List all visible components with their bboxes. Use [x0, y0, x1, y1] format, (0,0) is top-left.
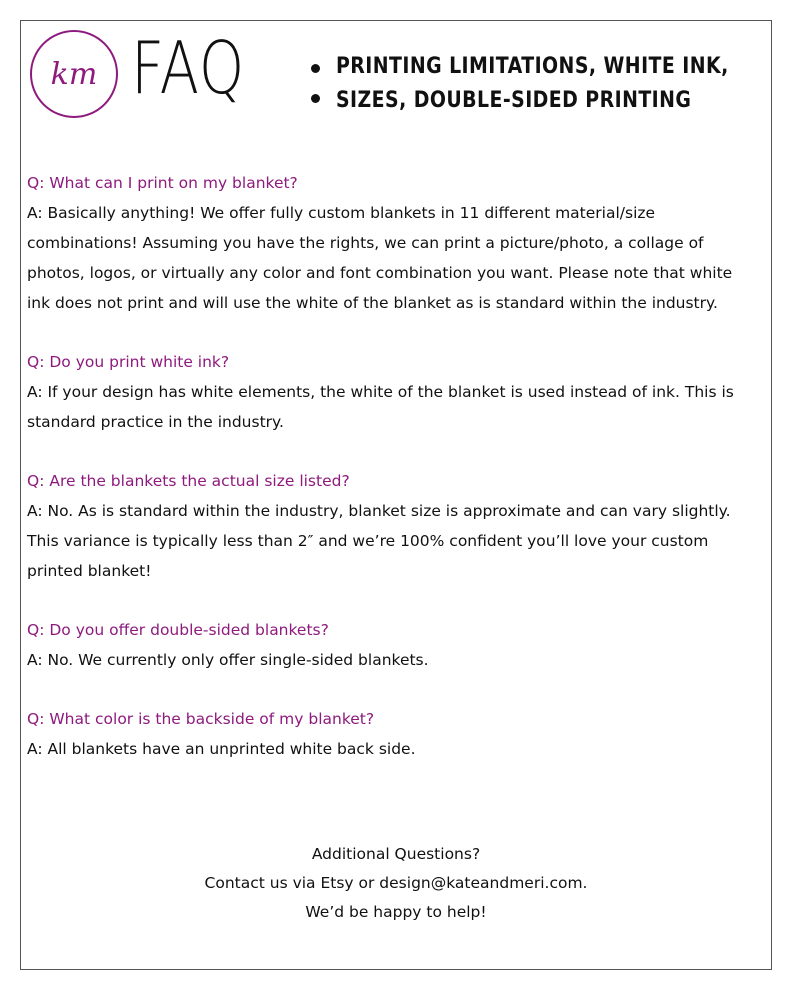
faq-answer: A: No. We currently only offer single-sided blankets. — [27, 651, 429, 669]
subtitle-line-2: SIZES, DOUBLE-SIDED PRINTING — [336, 88, 692, 113]
logo-text: km — [50, 57, 98, 92]
faq-question: Q: What can I print on my blanket? — [27, 174, 298, 192]
subtitle-line-1: PRINTING LIMITATIONS, WHITE INK, — [336, 54, 729, 79]
contact-section — [20, 840, 772, 927]
contact-heading: Additional Questions? — [311, 845, 481, 863]
faq-answer: A: All blankets have an unprinted white back side. — [27, 740, 416, 758]
faq-question: Q: Do you print white ink? — [27, 353, 230, 371]
faq-header — [28, 28, 728, 148]
faq-question: Q: What color is the backside of my blanket? — [27, 710, 375, 728]
title-colon — [311, 58, 321, 118]
faq-item — [27, 704, 747, 764]
faq-question: Q: Are the blankets the actual size listed? — [27, 472, 350, 490]
faq-question: Q: Do you offer double-sided blankets? — [27, 621, 329, 639]
faq-answer: A: If your design has white elements, the white of the blanket is used instead of ink. This is standard practice in the industry. — [27, 383, 734, 431]
faq-answer: A: Basically anything! We offer fully custom blankets in 11 different material/size combinations! Assuming you have the rights, we can print a picture/photo, a collage of photos, logos, or virtually any color and font combination you want. Please note that white ink does not print and will use the white of the blanket as is standard within the industry. — [27, 204, 733, 312]
faq-item — [27, 466, 747, 586]
page-subtitle — [336, 50, 729, 118]
contact-closing: We’d be happy to help! — [305, 903, 487, 921]
faq-list — [27, 168, 747, 793]
contact-details: Contact us via Etsy or design@kateandmeri.com. — [204, 874, 588, 892]
faq-item — [27, 168, 747, 318]
km-logo-icon — [28, 28, 120, 120]
page-title: FAQ — [131, 26, 245, 110]
faq-item — [27, 615, 747, 675]
faq-item — [27, 347, 747, 437]
faq-answer: A: No. As is standard within the industry, blanket size is approximate and can vary slightly. This variance is typically less than 2″ and we’re 100% confident you’ll love your custom printed blanket! — [27, 502, 731, 580]
